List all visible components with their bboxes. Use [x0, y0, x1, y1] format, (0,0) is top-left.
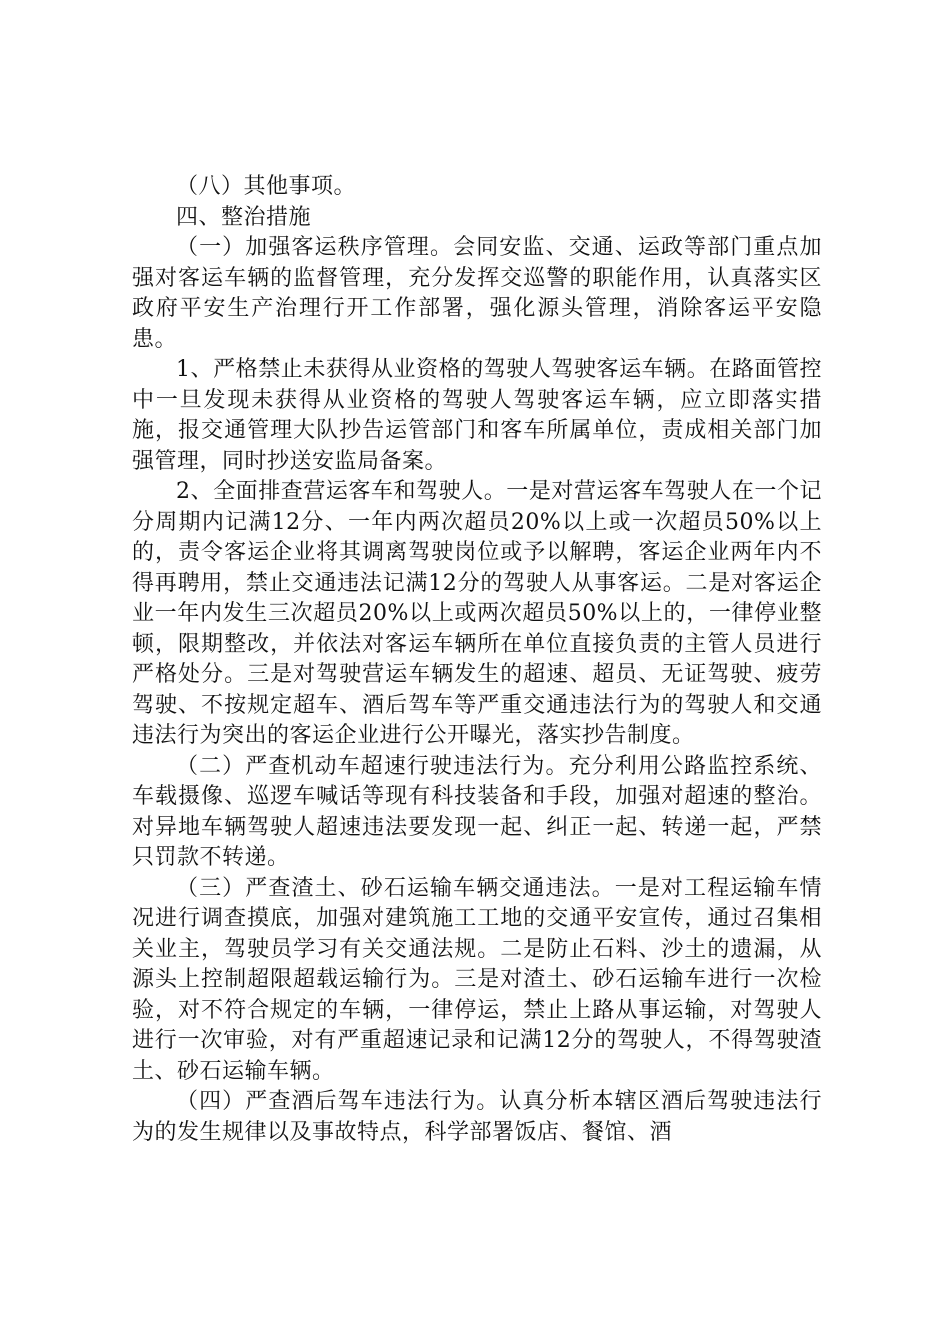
paragraph-qualification: 1、严格禁止未获得从业资格的驾驶人驾驶客运车辆。在路面管控中一旦发现未获得从业资格的驾驶人驾驶客运车辆，应立即落实措施，报交通管理大队抄告运管部门和客车所属单位，责成相关部门加强管理，同时抄送安监局备案。 [132, 357, 822, 474]
paragraph-speeding: （二）严查机动车超速行驶违法行为。充分利用公路监控系统、车载摄像、巡逻车喊话等现有科技装备和手段，加强对超速的整治。对异地车辆驾驶人超速违法要发现一起、纠正一起、转递一起，严禁只罚款不转递。 [132, 753, 822, 870]
paragraph-drunk-driving: （四）严查酒后驾车违法行为。认真分析本辖区酒后驾驶违法行为的发生规律以及事故特点，科学部署饭店、餐馆、酒 [132, 1089, 822, 1145]
paragraph-passenger-order: （一）加强客运秩序管理。会同安监、交通、运政等部门重点加强对客运车辆的监督管理，充分发挥交巡警的职能作用，认真落实区政府平安生产治理行开工作部署，强化源头管理，消除客运平安隐患。 [132, 235, 822, 352]
paragraph-muck-trucks: （三）严查渣土、砂石运输车辆交通违法。一是对工程运输车情况进行调查摸底，加强对建筑施工工地的交通平安宣传，通过召集相关业主，驾驶员学习有关交通法规。二是防止石料、沙土的遗漏，从源头上控制超限超载运输行为。三是对渣土、砂石运输车进行一次检验，对不符合规定的车辆，一律停运，禁止上路从事运输，对驾驶人进行一次审验，对有严重超速记录和记满12分的驾驶人，不得驾驶渣土、砂石运输车辆。 [132, 875, 822, 1084]
paragraph-other-matters: （八）其他事项。 [176, 174, 357, 199]
paragraph-inspection: 2、全面排查营运客车和驾驶人。一是对营运客车驾驶人在一个记分周期内记满12分、一年内两次超员20%以上或一次超员50%以上的，责令客运企业将其调离驾驶岗位或予以解聘，客运企业两年内不得再聘用，禁止交通违法记满12分的驾驶人从事客运。二是对客运企业一年内发生三次超员20%以上或两次超员50%以上的，一律停业整顿，限期整改，并依法对客运车辆所在单位直接负责的主管人员进行严格处分。三是对驾驶营运车辆发生的超速、超员、无证驾驶、疲劳驾驶、不按规定超车、酒后驾车等严重交通违法行为的驾驶人和交通违法行为突出的客运企业进行公开曝光，落实抄告制度。 [132, 479, 822, 748]
heading-measures: 四、整治措施 [176, 204, 312, 230]
document-body [132, 172, 822, 1148]
